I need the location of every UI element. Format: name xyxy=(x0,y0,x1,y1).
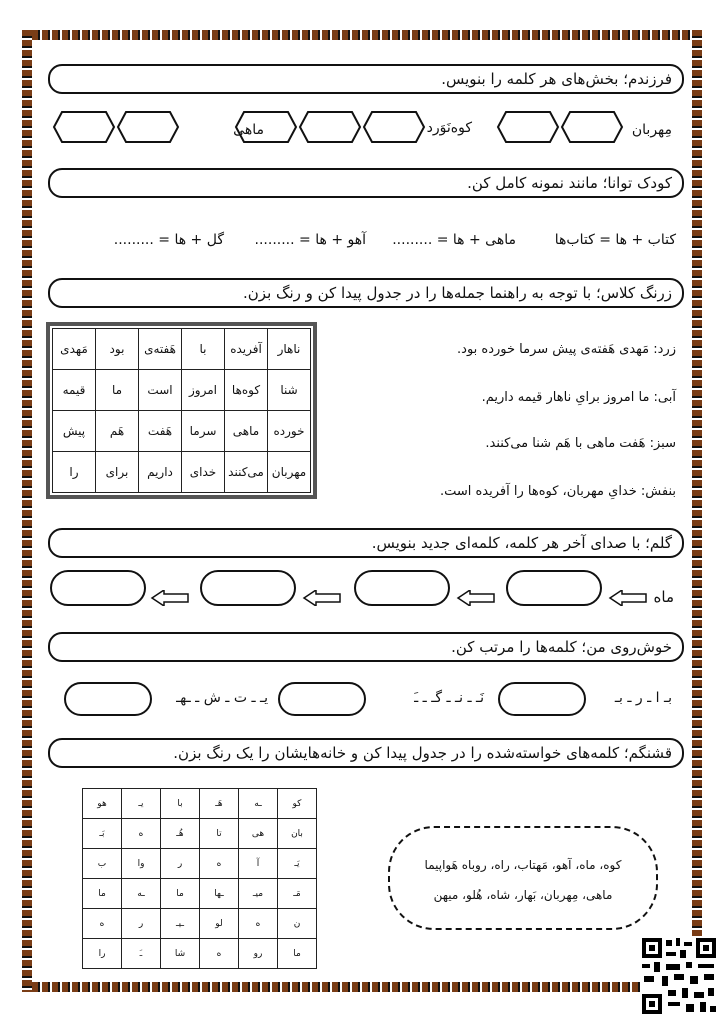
section2-banner: کودک توانا؛ مانند نمونه کامل کن. xyxy=(48,168,684,198)
section2-item3[interactable]: گل + ها = ......... xyxy=(113,232,224,248)
scrambled-word2: نَـ ـ نـ ـ گـ ـ ـَ xyxy=(414,690,484,706)
qr-code-icon xyxy=(640,936,718,1016)
grid-cell[interactable]: امروز xyxy=(182,370,225,411)
guide-green: سبز: هَفت ماهی با هَم شنا می‌کنند. xyxy=(485,436,676,451)
decorative-border-bottom xyxy=(22,982,702,992)
grid-cell[interactable]: خورده xyxy=(268,411,311,452)
grid-cell[interactable]: هَم xyxy=(96,411,139,452)
grid-cell[interactable]: ناهار xyxy=(268,329,311,370)
syllable-box[interactable] xyxy=(298,110,362,144)
grid-cell[interactable]: ـیـ xyxy=(161,909,200,939)
section4-banner: گلم؛ با صدای آخر هر کلمه، کلمه‌ای جدید بنویس. xyxy=(48,528,684,558)
grid-cell[interactable]: ما xyxy=(96,370,139,411)
sentence-grid xyxy=(52,328,311,493)
grid-cell[interactable]: بَـ xyxy=(83,819,122,849)
decorative-border-top xyxy=(22,30,702,40)
grid-cell[interactable]: بان xyxy=(278,819,317,849)
syllable-box[interactable] xyxy=(116,110,180,144)
grid-cell[interactable]: را xyxy=(83,939,122,969)
grid-cell[interactable]: تا xyxy=(200,819,239,849)
arrow-left-icon xyxy=(150,590,190,606)
grid-cell[interactable]: ه xyxy=(83,909,122,939)
section2-item2[interactable]: آهو + ها = ......... xyxy=(254,232,366,248)
grid-cell[interactable]: وا xyxy=(122,849,161,879)
grid-cell[interactable]: هی xyxy=(239,819,278,849)
grid-cell[interactable]: را xyxy=(53,452,96,493)
section1-word2: کوه‌نَوَرد xyxy=(426,120,472,136)
grid-cell[interactable]: سرما xyxy=(182,411,225,452)
grid-cell[interactable]: با xyxy=(161,789,200,819)
grid-cell[interactable]: ه xyxy=(200,849,239,879)
answer-oval[interactable] xyxy=(64,682,152,716)
grid-cell[interactable]: ـه xyxy=(122,879,161,909)
answer-oval[interactable] xyxy=(200,570,296,606)
word-list-line2: ماهی، مِهربان، بَهار، شاه، هُلو، میهن xyxy=(433,888,613,902)
grid-cell[interactable]: داریم xyxy=(139,452,182,493)
word-list-box xyxy=(388,826,658,930)
grid-cell[interactable]: با xyxy=(182,329,225,370)
guide-purple: بنفش: خدایِ مهربان، کوه‌ها را آفریده است. xyxy=(439,484,676,499)
grid-cell[interactable]: ب xyxy=(83,849,122,879)
grid-cell[interactable]: رو xyxy=(239,939,278,969)
grid-cell[interactable]: هُـ xyxy=(161,819,200,849)
grid-cell[interactable]: ما xyxy=(83,879,122,909)
grid-cell[interactable]: ن xyxy=(278,909,317,939)
grid-cell[interactable]: می‌کنند xyxy=(225,452,268,493)
grid-cell[interactable]: کو xyxy=(278,789,317,819)
section3-banner: زرنگ کلاس؛ با توجه به راهنما جمله‌ها را در جدول پیدا کن و رنگ بزن. xyxy=(48,278,684,308)
grid-cell[interactable]: ما xyxy=(278,939,317,969)
section1-word1: مِهربان xyxy=(631,122,672,138)
scrambled-word3: یـ ـ ت ـ ش ـ ـهـ xyxy=(176,690,268,706)
chain-start-word: ماه xyxy=(653,588,674,606)
grid-cell[interactable]: کوه‌ها xyxy=(225,370,268,411)
grid-cell[interactable]: بود xyxy=(96,329,139,370)
syllable-box[interactable] xyxy=(52,110,116,144)
grid-cell[interactable]: پیش xyxy=(53,411,96,452)
section6-banner: قشنگم؛ کلمه‌های خواسته‌شده را در جدول پیدا کن و خانه‌هایشان را یک رنگ بزن. xyxy=(48,738,684,768)
section1-word3: ماهی xyxy=(233,122,264,138)
arrow-left-icon xyxy=(302,590,342,606)
arrow-left-icon xyxy=(608,590,648,606)
grid-cell[interactable]: ه xyxy=(122,819,161,849)
grid-cell[interactable]: قیمه xyxy=(53,370,96,411)
decorative-border-right xyxy=(692,30,702,992)
word-list-line1: کوه، ماه، آهو، مَهتاب، راه، روباه هَواپیما xyxy=(424,858,622,872)
answer-oval[interactable] xyxy=(506,570,602,606)
grid-cell[interactable]: لو xyxy=(200,909,239,939)
grid-cell[interactable]: ما xyxy=(161,879,200,909)
grid-cell[interactable]: برای xyxy=(96,452,139,493)
grid-cell[interactable]: مَـ xyxy=(278,879,317,909)
grid-cell[interactable]: ماهی xyxy=(225,411,268,452)
answer-oval[interactable] xyxy=(50,570,146,606)
answer-oval[interactable] xyxy=(354,570,450,606)
grid-cell[interactable]: میـ xyxy=(239,879,278,909)
grid-cell[interactable]: ه xyxy=(200,939,239,969)
guide-blue: آبی: ما امروز برایِ ناهار قیمه داریم. xyxy=(481,390,676,405)
grid-cell[interactable]: هَفته‌ی xyxy=(139,329,182,370)
grid-cell[interactable]: مهربان xyxy=(268,452,311,493)
grid-cell[interactable]: ـها xyxy=(200,879,239,909)
grid-cell[interactable]: است xyxy=(139,370,182,411)
grid-cell[interactable]: ـَ xyxy=(122,939,161,969)
syllable-box[interactable] xyxy=(496,110,560,144)
arrow-left-icon xyxy=(456,590,496,606)
word-search-grid xyxy=(82,788,317,969)
grid-cell[interactable]: هو xyxy=(83,789,122,819)
grid-cell[interactable]: یَـ xyxy=(278,849,317,879)
section2-example: کتاب + ها = کتاب‌ها xyxy=(554,232,676,248)
section5-banner: خوش‌روی من؛ کلمه‌ها را مرتب کن. xyxy=(48,632,684,662)
section2-item1[interactable]: ماهی + ها = ......... xyxy=(392,232,516,248)
grid-cell[interactable]: ر xyxy=(161,849,200,879)
answer-oval[interactable] xyxy=(278,682,366,716)
grid-cell[interactable]: یـ xyxy=(122,789,161,819)
grid-cell[interactable]: شا xyxy=(161,939,200,969)
grid-cell[interactable]: آفریده xyxy=(225,329,268,370)
section1-banner: فرزندم؛ بخش‌های هر کلمه را بنویس. xyxy=(48,64,684,94)
grid-cell[interactable]: ه xyxy=(239,909,278,939)
grid-cell[interactable]: شنا xyxy=(268,370,311,411)
grid-cell[interactable]: آ xyxy=(239,849,278,879)
grid-cell[interactable]: هَـ xyxy=(200,789,239,819)
syllable-box[interactable] xyxy=(362,110,426,144)
decorative-border-left xyxy=(22,30,32,992)
grid-cell[interactable]: ر xyxy=(122,909,161,939)
syllable-box[interactable] xyxy=(560,110,624,144)
grid-cell[interactable]: هَفت xyxy=(139,411,182,452)
answer-oval[interactable] xyxy=(498,682,586,716)
grid-cell[interactable]: ـه xyxy=(239,789,278,819)
grid-cell[interactable]: مَهدی xyxy=(53,329,96,370)
guide-yellow: زرد: مَهدی هَفته‌ی پیش سرما خورده بود. xyxy=(457,342,676,357)
grid-cell[interactable]: خدای xyxy=(182,452,225,493)
scrambled-word1: بـ ا ـ ر ـ بـ xyxy=(614,690,672,706)
